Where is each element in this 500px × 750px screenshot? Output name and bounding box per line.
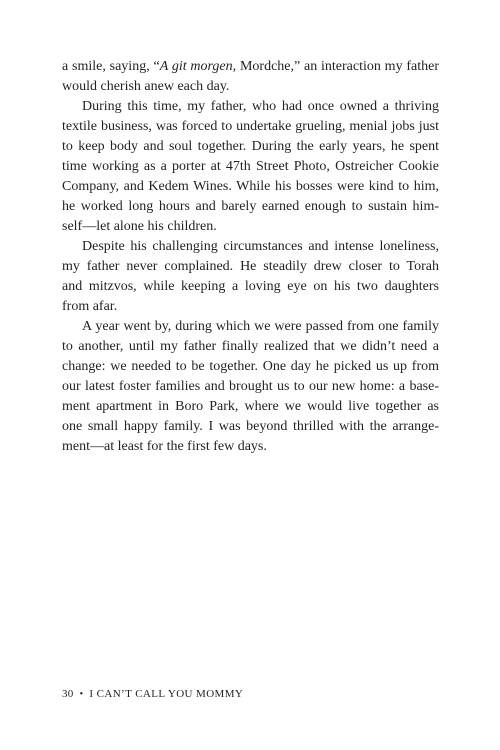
text-line bbox=[62, 117, 439, 137]
text-line bbox=[62, 337, 439, 357]
text-line bbox=[62, 417, 439, 437]
text-line bbox=[62, 157, 439, 177]
page-number: 30 bbox=[62, 688, 74, 700]
text-line bbox=[62, 257, 439, 277]
text-run: our latest foster families and brought us to our new home: a base- bbox=[62, 379, 439, 394]
text-run: from afar. bbox=[62, 299, 118, 314]
running-title: I CAN’T CALL YOU MOMMY bbox=[89, 688, 244, 700]
text-column bbox=[62, 57, 439, 457]
paragraph bbox=[62, 237, 439, 317]
text-run: textile business, was forced to undertake grueling, menial jobs just bbox=[62, 119, 439, 134]
text-run: time working as a porter at 47th Street Photo, Ostreicher Cookie bbox=[62, 159, 439, 174]
text-line bbox=[62, 437, 439, 457]
text-line bbox=[62, 137, 439, 157]
text-run: During this time, my father, who had once owned a thriving bbox=[82, 99, 439, 114]
text-run: my father never complained. He steadily drew closer to Torah bbox=[62, 259, 439, 274]
text-line bbox=[62, 397, 439, 417]
paragraph bbox=[62, 317, 439, 457]
text-line bbox=[62, 297, 439, 317]
text-run: a smile, saying, “ bbox=[62, 59, 160, 74]
text-run: ment—at least for the first few days. bbox=[62, 439, 267, 454]
text-run: and mitzvos, while keeping a loving eye on his two daughters bbox=[62, 279, 439, 294]
page-body bbox=[62, 57, 439, 457]
text-run: to keep body and soul together. During the early years, he spent bbox=[62, 139, 439, 154]
text-run: ment apartment in Boro Park, where we would live together as bbox=[62, 399, 439, 414]
text-run: A year went by, during which we were passed from one family bbox=[82, 319, 439, 334]
text-run: self—let alone his children. bbox=[62, 219, 217, 234]
text-line bbox=[62, 277, 439, 297]
text-line bbox=[62, 237, 439, 257]
text-run: change: we needed to be together. One day he picked us up from bbox=[62, 359, 439, 374]
text-line bbox=[62, 177, 439, 197]
text-line bbox=[62, 197, 439, 217]
text-run: to another, until my father finally realized that we didn’t need a bbox=[62, 339, 439, 354]
text-run: would cherish anew each day. bbox=[62, 79, 230, 94]
text-line bbox=[62, 377, 439, 397]
text-line bbox=[62, 57, 439, 77]
paragraph bbox=[62, 97, 439, 237]
text-run: he worked long hours and barely earned enough to sustain him- bbox=[62, 199, 439, 214]
text-line bbox=[62, 317, 439, 337]
text-line bbox=[62, 217, 439, 237]
text-run: Despite his challenging circumstances and intense loneliness, bbox=[82, 239, 439, 254]
text-run: Mordche,” an interaction my father bbox=[236, 59, 440, 74]
italic-phrase: A git morgen, bbox=[159, 59, 237, 74]
paragraph bbox=[62, 57, 439, 97]
footer-bullet: • bbox=[79, 688, 84, 700]
text-run: Company, and Kedem Wines. While his bosses were kind to him, bbox=[62, 179, 439, 194]
text-line bbox=[62, 77, 439, 97]
page-footer bbox=[62, 688, 243, 700]
text-line bbox=[62, 357, 439, 377]
text-run: one small happy family. I was beyond thrilled with the arrange- bbox=[62, 419, 439, 434]
text-line bbox=[62, 97, 439, 117]
